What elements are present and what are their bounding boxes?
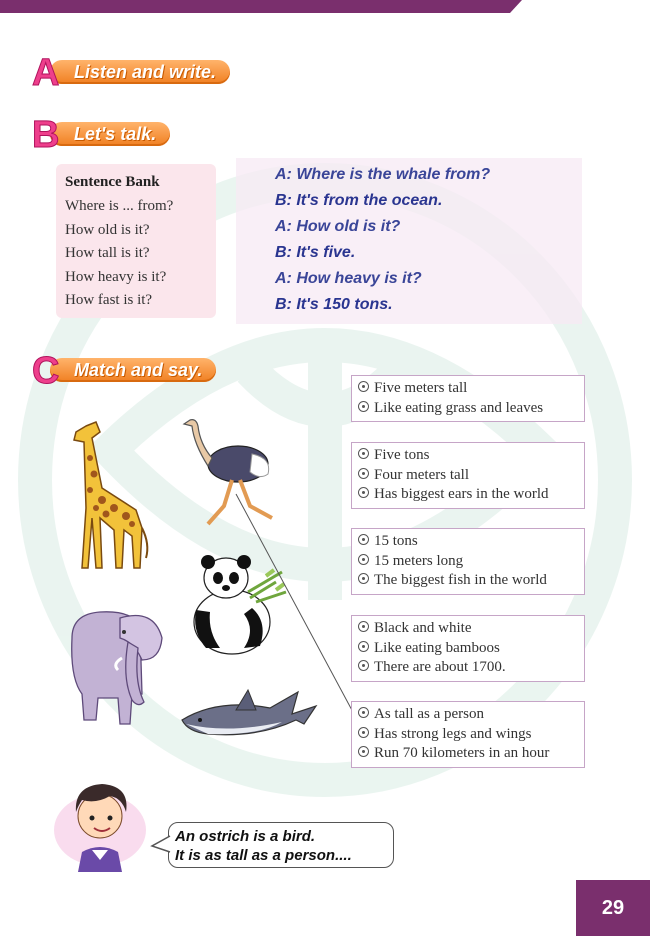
fact-item: Five tons	[358, 446, 584, 466]
fact-item: Four meters tall	[358, 466, 584, 486]
bullet-icon	[358, 448, 369, 459]
bullet-icon	[358, 573, 369, 584]
fact-item: Like eating bamboos	[358, 639, 584, 659]
elephant-icon[interactable]	[62, 598, 170, 728]
bullet-icon	[358, 707, 369, 718]
fact-item: Black and white	[358, 619, 584, 639]
dialog-line: B: It's 150 tons.	[275, 296, 393, 313]
fact-item: Run 70 kilometers in an hour	[358, 744, 584, 764]
dialog-line: A: Where is the whale from?	[275, 166, 491, 183]
fact-box[interactable]	[351, 701, 585, 768]
section-letter: A	[32, 52, 60, 94]
dialog-line: A: How heavy is it?	[275, 270, 422, 287]
fact-item: As tall as a person	[358, 705, 584, 725]
bullet-icon	[358, 468, 369, 479]
sentence-bank	[56, 164, 216, 318]
section-letter: C	[32, 350, 60, 392]
bullet-icon	[358, 381, 369, 392]
fact-box[interactable]	[351, 615, 585, 682]
bullet-icon	[358, 660, 369, 671]
page-number: 29	[576, 880, 650, 936]
bullet-icon	[358, 727, 369, 738]
sentence-bank-item: How fast is it?	[65, 292, 153, 308]
speech-tail	[150, 834, 172, 854]
bullet-icon	[358, 621, 369, 632]
section-title: Listen and write.	[50, 60, 230, 84]
section-letter: B	[32, 114, 60, 156]
bullet-icon	[358, 534, 369, 545]
fact-item: Like eating grass and leaves	[358, 399, 584, 419]
fact-item: Five meters tall	[358, 379, 584, 399]
section-title: Match and say.	[50, 358, 216, 382]
sentence-bank-item: How tall is it?	[65, 245, 150, 261]
dialog-line: A: How old is it?	[275, 218, 401, 235]
fact-box[interactable]	[351, 528, 585, 595]
speech-line: An ostrich is a bird.	[175, 828, 316, 845]
speech-bubble	[168, 822, 394, 868]
dialog-line: B: It's five.	[275, 244, 356, 261]
fact-item: Has strong legs and wings	[358, 725, 584, 745]
fact-item: 15 meters long	[358, 552, 584, 572]
fact-item: Has biggest ears in the world	[358, 485, 584, 505]
bullet-icon	[358, 554, 369, 565]
fact-item: The biggest fish in the world	[358, 571, 584, 591]
top-band	[0, 0, 510, 13]
sentence-bank-item: How old is it?	[65, 221, 150, 238]
sentence-bank-title: Sentence Bank	[65, 174, 160, 190]
sentence-bank-item: How heavy is it?	[65, 268, 167, 285]
match-line	[230, 490, 360, 720]
fact-item: 15 tons	[358, 532, 584, 552]
section-title: Let's talk.	[50, 122, 170, 146]
speech-line: It is as tall as a person....	[175, 847, 352, 864]
bullet-icon	[358, 487, 369, 498]
boy-avatar	[52, 770, 156, 872]
bullet-icon	[358, 401, 369, 412]
dialog-line: B: It's from the ocean.	[275, 192, 443, 209]
fact-item: There are about 1700.	[358, 658, 584, 678]
bullet-icon	[358, 641, 369, 652]
sentence-bank-item: Where is ... from?	[65, 198, 174, 214]
dialog	[275, 162, 490, 318]
fact-box[interactable]	[351, 442, 585, 509]
bullet-icon	[358, 746, 369, 757]
giraffe-icon[interactable]	[66, 418, 156, 584]
fact-box[interactable]	[351, 375, 585, 422]
